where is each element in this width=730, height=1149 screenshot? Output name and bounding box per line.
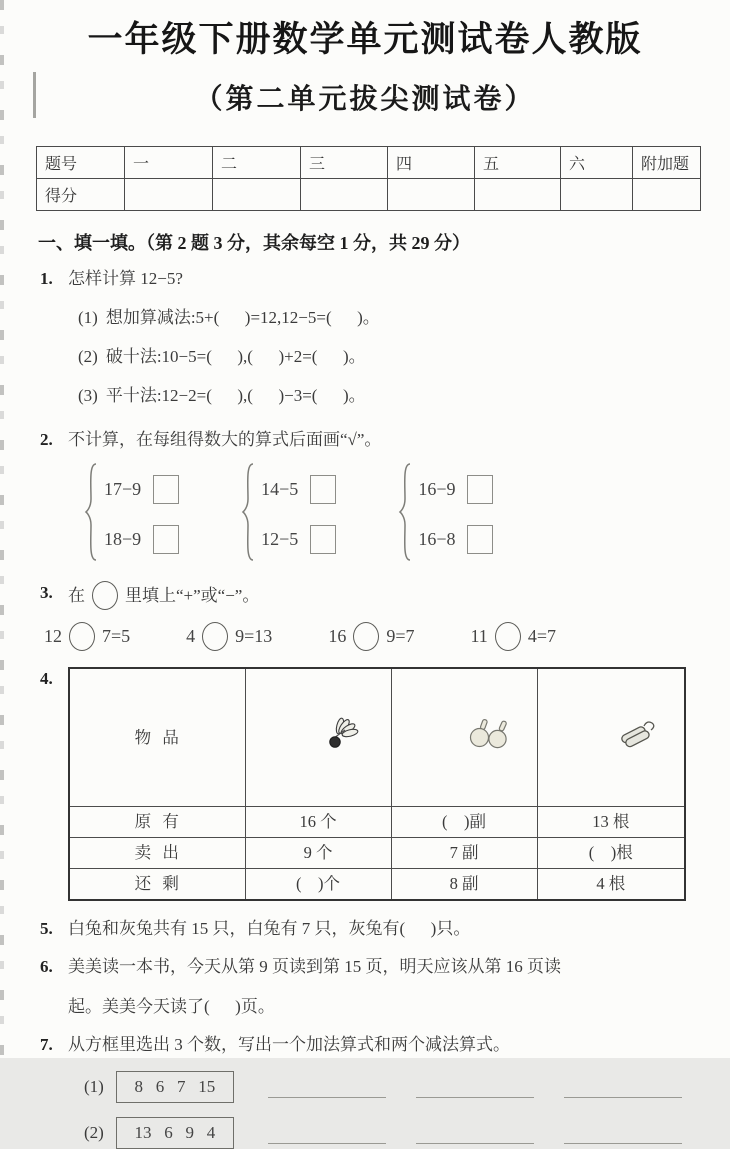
question-4: [40, 667, 730, 901]
goods-table-header-row: [69, 668, 685, 807]
question-7: [40, 1033, 730, 1057]
operator-circle-icon: [495, 622, 521, 651]
score-cell: [561, 179, 633, 211]
answer-checkbox: [310, 525, 336, 554]
page-subtitle: （第二单元拔尖测试卷）: [194, 84, 536, 115]
expression-left: 4: [186, 626, 196, 646]
expression-left: 12: [44, 626, 62, 646]
score-cell: [301, 179, 388, 211]
question-1-sub-1: [78, 306, 730, 330]
goods-cell: ( )根: [537, 838, 685, 869]
sub-item-label: (1): [78, 308, 98, 327]
goods-cell: 13 根: [537, 807, 685, 838]
question-6-continued: [40, 995, 730, 1019]
expression: 12−5: [261, 529, 299, 549]
sub-item-label: (2): [78, 347, 98, 366]
goods-cell: [391, 668, 537, 807]
goods-table-row: [69, 807, 685, 838]
score-table-header-cell: 五: [475, 147, 561, 179]
question-7-item-1: [84, 1071, 730, 1103]
expression-row: [104, 475, 179, 504]
scan-artifact: [33, 72, 36, 118]
number-box: 8 6 7 15: [116, 1071, 234, 1103]
expression-row: [261, 475, 336, 504]
sub-item-text: 平十法:12−2=( ),( )−3=( )。: [105, 386, 366, 405]
expression: 14−5: [261, 479, 299, 499]
question-1: [40, 267, 730, 291]
answer-checkbox: [467, 525, 493, 554]
question-5-number: 5.: [40, 918, 53, 938]
answer-checkbox: [467, 475, 493, 504]
goods-row-label: 卖 出: [69, 838, 245, 869]
expression-group: [84, 462, 179, 567]
sub-item-label: (3): [78, 386, 98, 405]
operator-circle-icon: [92, 581, 118, 610]
question-3-text-after: 里填上“+”或“−”。: [125, 585, 260, 605]
score-table-header-cell: 二: [213, 147, 301, 179]
number-box: 13 6 9 4: [116, 1117, 234, 1149]
question-1-text: 怎样计算 12−5?: [68, 269, 183, 288]
answer-blank-line: [564, 1122, 682, 1144]
score-table-header-row: [37, 147, 701, 179]
question-3-expressions: [44, 622, 730, 651]
goods-row-label: 原 有: [69, 807, 245, 838]
score-table: [36, 146, 701, 211]
question-5-text: 白兔和灰兔共有 15 只，白兔有 7 只，灰兔有( )只。: [68, 918, 471, 938]
expression-row: [261, 525, 336, 554]
brace-icon: [398, 462, 412, 567]
expression-group: [241, 462, 336, 567]
score-cell: [125, 179, 213, 211]
table-tennis-paddles-icon: [416, 735, 512, 778]
goods-cell: 4 根: [537, 869, 685, 900]
goods-cell: 9 个: [245, 838, 391, 869]
scan-edge-noise: [0, 0, 4, 1058]
score-table-header-cell: 六: [561, 147, 633, 179]
question-6: [40, 955, 730, 979]
answer-blanks: [268, 1076, 682, 1098]
operator-circle-icon: [353, 622, 379, 651]
brace-icon: [241, 462, 255, 567]
sub-item-text: 想加算减法:5+( )=12,12−5=( )。: [105, 308, 380, 327]
answer-checkbox: [153, 525, 179, 554]
goods-table: [68, 667, 686, 901]
expression-right: 7=5: [102, 626, 131, 646]
goods-cell: 7 副: [391, 838, 537, 869]
question-6-text-line2: 起。美美今天读了( )页。: [68, 996, 275, 1016]
expression-right: 9=7: [386, 626, 415, 646]
question-3-text-before: 在: [68, 585, 85, 605]
answer-blank-line: [416, 1076, 534, 1098]
item-label: (1): [84, 1076, 104, 1096]
question-2-text: 不计算，在每组得数大的算式后面画“√”。: [68, 430, 382, 449]
circle-expression: [44, 622, 130, 651]
question-3: [40, 581, 730, 610]
goods-cell: 16 个: [245, 807, 391, 838]
answer-blank-line: [564, 1076, 682, 1098]
operator-circle-icon: [69, 622, 95, 651]
score-cell: [475, 179, 561, 211]
score-table-score-row: [37, 179, 701, 211]
answer-blanks: [268, 1122, 682, 1144]
jump-rope-icon: [565, 735, 657, 778]
question-2-groups: [84, 462, 730, 567]
section-1-heading: 一、填一填。（第 2 题 3 分，其余每空 1 分，共 29 分）: [38, 233, 470, 253]
expression-row: [418, 525, 493, 554]
score-table-header-cell: 四: [388, 147, 475, 179]
question-2: [40, 428, 730, 452]
goods-cell: [537, 668, 685, 807]
expression: 17−9: [104, 479, 142, 499]
expression-right: 4=7: [527, 626, 556, 646]
question-1-sub-3: [78, 384, 730, 408]
goods-table-row: [69, 869, 685, 900]
expression-left: 16: [328, 626, 347, 646]
score-table-header-cell: 题号: [37, 147, 125, 179]
question-3-number: 3.: [40, 583, 53, 602]
item-label: (2): [84, 1122, 104, 1142]
shuttlecock-icon: [275, 736, 361, 779]
expression: 16−8: [418, 529, 456, 549]
question-6-number: 6.: [40, 956, 53, 976]
expression-row: [418, 475, 493, 504]
goods-row-label: 还 剩: [69, 869, 245, 900]
expression-group: [398, 462, 493, 567]
score-cell: [213, 179, 301, 211]
question-2-number: 2.: [40, 430, 53, 449]
goods-cell: ( )个: [245, 869, 391, 900]
brace-icon: [84, 462, 98, 567]
score-cell: [388, 179, 475, 211]
question-7-item-2: [84, 1117, 730, 1149]
sub-item-text: 破十法:10−5=( ),( )+2=( )。: [105, 347, 366, 366]
goods-cell: [245, 668, 391, 807]
answer-checkbox: [153, 475, 179, 504]
goods-table-row: [69, 838, 685, 869]
score-cell: [633, 179, 701, 211]
goods-cell: ( )副: [391, 807, 537, 838]
question-7-text: 从方框里选出 3 个数，写出一个加法算式和两个减法算式。: [68, 1034, 510, 1054]
answer-blank-line: [416, 1122, 534, 1144]
question-4-number: 4.: [40, 669, 53, 688]
score-table-header-cell: 附加题: [633, 147, 701, 179]
page-title: 一年级下册数学单元测试卷人教版: [87, 20, 643, 59]
score-table-header-cell: 三: [301, 147, 388, 179]
goods-cell: 8 副: [391, 869, 537, 900]
goods-header-label: 物 品: [69, 668, 245, 807]
question-5: [40, 917, 730, 941]
circle-expression: [470, 622, 556, 651]
score-row-label: 得分: [37, 179, 125, 211]
circle-expression: [328, 622, 414, 651]
question-1-number: 1.: [40, 269, 53, 288]
operator-circle-icon: [202, 622, 228, 651]
question-1-sub-2: [78, 345, 730, 369]
answer-checkbox: [310, 475, 336, 504]
question-7-number: 7.: [40, 1034, 53, 1054]
expression-row: [104, 525, 179, 554]
answer-blank-line: [268, 1076, 386, 1098]
expression: 16−9: [418, 479, 456, 499]
score-table-header-cell: 一: [125, 147, 213, 179]
circle-expression: [186, 622, 272, 651]
expression: 18−9: [104, 529, 142, 549]
expression-right: 9=13: [235, 626, 273, 646]
question-6-text-line1: 美美读一本书，今天从第 9 页读到第 15 页，明天应该从第 16 页读: [68, 956, 561, 976]
answer-blank-line: [268, 1122, 386, 1144]
expression-left: 11: [470, 626, 488, 646]
